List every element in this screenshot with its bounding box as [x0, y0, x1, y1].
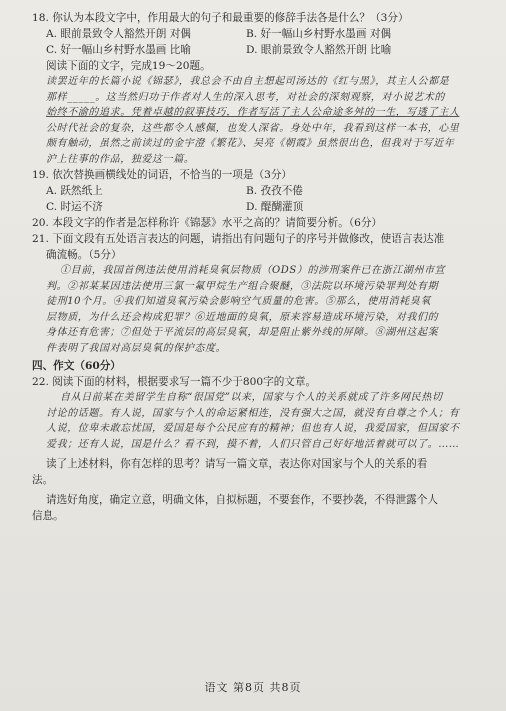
- q21-passage: [32, 263, 482, 356]
- q18-stem: 18. 你认为本段文字中，作用最大的句子和最重要的修辞手法各是什么？（3分）: [32, 12, 409, 24]
- q19-options-row2: [32, 199, 482, 215]
- page-footer: 语文 第8页 共8页: [204, 681, 302, 694]
- q22-task-line2: 法。: [32, 474, 54, 486]
- section-title-composition: 四、作文（60分）: [32, 360, 121, 372]
- passage-line: 读罢近年的长篇小说《锦瑟》，我总会不由自主想起司汤达的《红与黑》，其主人公都是: [46, 76, 450, 87]
- q19-options-row1: [32, 183, 482, 199]
- q20-stem: 20. 本段文字的作者是怎样称许《锦瑟》水平之高的？请简要分析。（6分）: [32, 217, 383, 229]
- passage-line: 沪上往事的作品，独爱这一篇。: [46, 153, 195, 165]
- q22-requirements-line1: 请选好角度，确定立意，明确文体，自拟标题，不要套作，不要抄袭，不得泄露个人: [46, 494, 438, 506]
- q18-option-c: C. 好一幅山乡村野水墨画 比喻: [46, 44, 191, 56]
- q21-passage-line: 徒刑10个月。④我们知道臭氧污染会影响空气质量的危害。⑤那么，使用消耗臭氧: [46, 296, 431, 307]
- passage-line: 那样_____。这当然归功于作者对人生的深入思考，对社会的深刻观察，对小说艺术的: [46, 91, 445, 103]
- q22-material-line: 爱我；还有人说，国是什么？看不到，摸不着，人们只管自己好好地活着就可以了。……: [46, 438, 460, 450]
- passage-block: [32, 74, 482, 167]
- q21-passage-line: 身体还有危害；⑦但处于平流层的高层臭氧，却是阻止紫外线的屏障。⑧湖州这起案: [46, 327, 439, 338]
- q21-passage-line: 层物质，为什么还会构成犯罪？⑥近地面的臭氧，原来容易造成环境污染，对我们的: [46, 311, 439, 323]
- q18-options-row1: [32, 26, 482, 42]
- q21-passage-line: 件表明了我国对高层臭氧的保护态度。: [46, 342, 227, 354]
- passage-line: 颇有触动，虽然之前读过的金宇澄《繁花》、吴亮《朝霞》虽然很出色，但我对于写近年: [46, 138, 455, 149]
- q19-stem: 19. 依次替换画横线处的词语，不恰当的一项是（3分）: [32, 169, 293, 181]
- passage-line: 始终不渝的追求。凭着卓越的叙事技巧，作者写活了主人公命途多舛的一生，写透了主人: [46, 107, 460, 118]
- q22-material-line: 讨论的话题。有人说，国家与个人的命运紧相连，没有强大之国，就没有自尊之个人；有: [46, 407, 460, 419]
- passage-intro: 阅读下面的文字，完成19～20题。: [46, 60, 211, 72]
- q18-options-row2: [32, 42, 482, 58]
- q18-option-a: A. 眼前景致令人豁然开朗 对偶: [46, 28, 191, 40]
- passage-line: 公时代社会的复杂，这些都令人感佩，也发人深省。身处中年，我看到这样一本书，心里: [46, 122, 460, 134]
- q21-passage-line: 判。②祁某某因违法使用三氯一氟甲烷生产组合聚醚，③法院以环境污染罪判处有期: [46, 280, 439, 292]
- q21-stem-line2: 确流畅。（5分）: [46, 249, 122, 261]
- q19-option-d: D. 醍醐灌顶: [246, 201, 304, 213]
- q18-option-d: D. 眼前景致令人豁然开朗 比喻: [246, 44, 392, 56]
- q22-stem: 22. 阅读下面的材料，根据要求写一篇不少于800字的文章。: [32, 376, 317, 388]
- q22-material-line: 人说，位卑未敢忘忧国，爱国是每个公民应有的精神；但也有人说，我爱国家，但国家不: [46, 423, 460, 434]
- q19-option-c: C. 时运不济: [46, 201, 103, 213]
- q22-material-line: 自从日前某在美留学生自称“很国党”以来，国家与个人的关系就成了许多网民热切: [60, 392, 443, 403]
- q21-stem-line1: 21. 下面文段有五处语言表达的问题，请指出有问题句子的序号并做修改，使语言表达准: [32, 233, 445, 245]
- q22-task-line1: 读了上述材料，你有怎样的思考？请写一篇文章，表达你对国家与个人的关系的看: [46, 458, 428, 470]
- q19-option-b: B. 孜孜不倦: [246, 185, 303, 197]
- q22-material: [32, 390, 482, 452]
- q22-requirements-line2: 信息。: [32, 510, 64, 522]
- q19-option-a: A. 跃然纸上: [46, 185, 103, 197]
- q21-passage-line: ①目前，我国首例违法使用消耗臭氧层物质（ODS）的涉刑案件已在浙江湖州市宣: [60, 265, 446, 276]
- q18-option-b: B. 好一幅山乡村野水墨画 对偶: [246, 28, 392, 40]
